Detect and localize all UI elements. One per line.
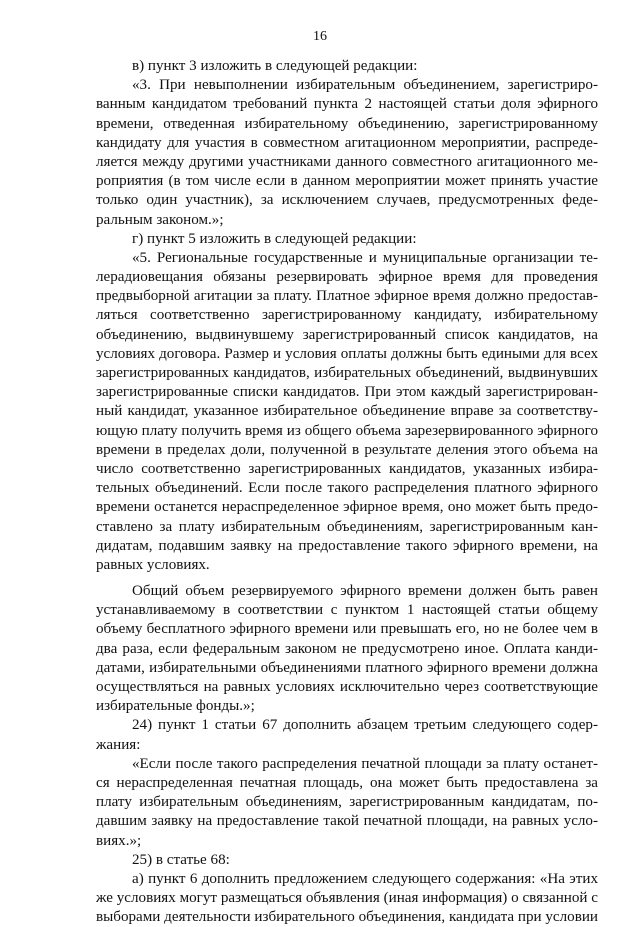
text-line: же условиях могут размещаться объявления (иная информация) о связанной с	[96, 890, 598, 907]
text-line: равных условиях.	[96, 556, 210, 573]
text-line: число соответственно зарегистрированных кандидатов, указанных избира-	[96, 460, 598, 477]
text-line: 24) пункт 1 статьи 67 дополнить абзацем третьим следующего содер-	[132, 717, 598, 734]
text-line: два раза, если федеральным законом не предусмотрено иное. Оплата канди-	[96, 640, 598, 657]
text-line: устанавливаемому в соответствии с пунктом 1 настоящей статьи общему	[96, 602, 598, 619]
text-line: ральным законом.»;	[96, 211, 224, 228]
text-line: выборами деятельности избирательного объединения, кандидата при условии	[96, 909, 598, 926]
text-line: ляться соответственно зарегистрированному кандидату, избирательному	[96, 307, 598, 324]
text-line: «Если после такого распределения печатной площади за плату останет-	[132, 755, 598, 772]
text-line: предвыборной агитации за плату. Платное эфирное время должно предостав-	[96, 288, 598, 305]
text-line: «3. При невыполнении избирательным объединением, зарегистриро-	[132, 77, 598, 94]
document-body	[96, 57, 598, 927]
text-line: лерадиовещания обязаны резервировать эфирное время для проведения	[96, 269, 598, 286]
text-line: жания:	[96, 736, 141, 753]
text-line: давшим заявку на предоставление такой печатной площади, на равных усло-	[96, 813, 598, 830]
text-line: объединению, выдвинувшему зарегистрированный список кандидатов, на	[96, 326, 598, 343]
text-line: ставлено за плату избирательным объединениям, зарегистрированным кан-	[96, 518, 598, 535]
text-line: ся нераспределенная печатная площадь, она может быть предоставлена за	[96, 774, 598, 791]
text-line: кандидату для участия в совместном агитационном мероприятии, распреде-	[96, 134, 598, 151]
text-line: дидатам, подавшим заявку на предоставление такого эфирного времени, на	[96, 537, 598, 554]
page-number: 16	[313, 29, 327, 44]
text-line: а) пункт 6 дополнить предложением следующего содержания: «На этих	[132, 870, 598, 887]
text-line: зарегистрированных кандидатов, избирательных объединений, выдвинувших	[96, 365, 598, 381]
text-line: времени останется нераспределенное эфирное время, оно может быть предо-	[96, 499, 598, 516]
text-line: ный кандидат, указанное избирательное объединение вправе за соответству-	[96, 403, 598, 420]
text-line: Общий объем резервируемого эфирного времени должен быть равен	[132, 583, 598, 600]
text-line: только один участник), за исключением случаев, предусмотренных феде-	[96, 192, 598, 209]
text-line: плату избирательным объединениям, зарегистрированным кандидатам, по-	[96, 794, 598, 811]
text-line: виях.»;	[96, 832, 142, 849]
text-line: условиях договора. Размер и условия оплаты должны быть едиными для всех	[96, 345, 598, 362]
text-line: времени в пределах доли, полученной в результате деления этого объема на	[96, 441, 598, 458]
text-line: в) пункт 3 изложить в следующей редакции:	[132, 58, 418, 74]
text-line: датами, избирательными объединениями платного эфирного времени должна	[96, 659, 598, 676]
text-line: «5. Региональные государственные и муниципальные организации те-	[132, 249, 598, 266]
text-line: ванным кандидатом требований пункта 2 настоящей статьи доля эфирного	[96, 96, 598, 113]
text-line: зарегистрированные списки кандидатов. При этом каждый зарегистрирован-	[96, 384, 598, 401]
text-line: ющую плату получить время из общего объема зарезервированного эфирного	[96, 422, 598, 439]
text-line: объему бесплатного эфирного времени или превышать его, но не более чем в	[96, 621, 598, 638]
paragraph-gap	[96, 575, 598, 582]
text-line: избирательные фонды.»;	[96, 698, 255, 715]
text-line: роприятия (в том числе если в данном мероприятии может принять участие	[96, 173, 598, 190]
text-line: осуществляться на равных условиях исключительно через соответствующие	[96, 679, 598, 695]
text-line: времени, отведенная избирательному объединению, зарегистрированному	[96, 115, 598, 132]
text-line: ляется между другими участниками данного совместного агитационного ме-	[96, 153, 598, 170]
text-line: тельных объединений. Если после такого распределения платного эфирного	[96, 480, 598, 497]
text-line: г) пункт 5 изложить в следующей редакции:	[132, 230, 417, 247]
text-line: 25) в статье 68:	[132, 851, 230, 868]
